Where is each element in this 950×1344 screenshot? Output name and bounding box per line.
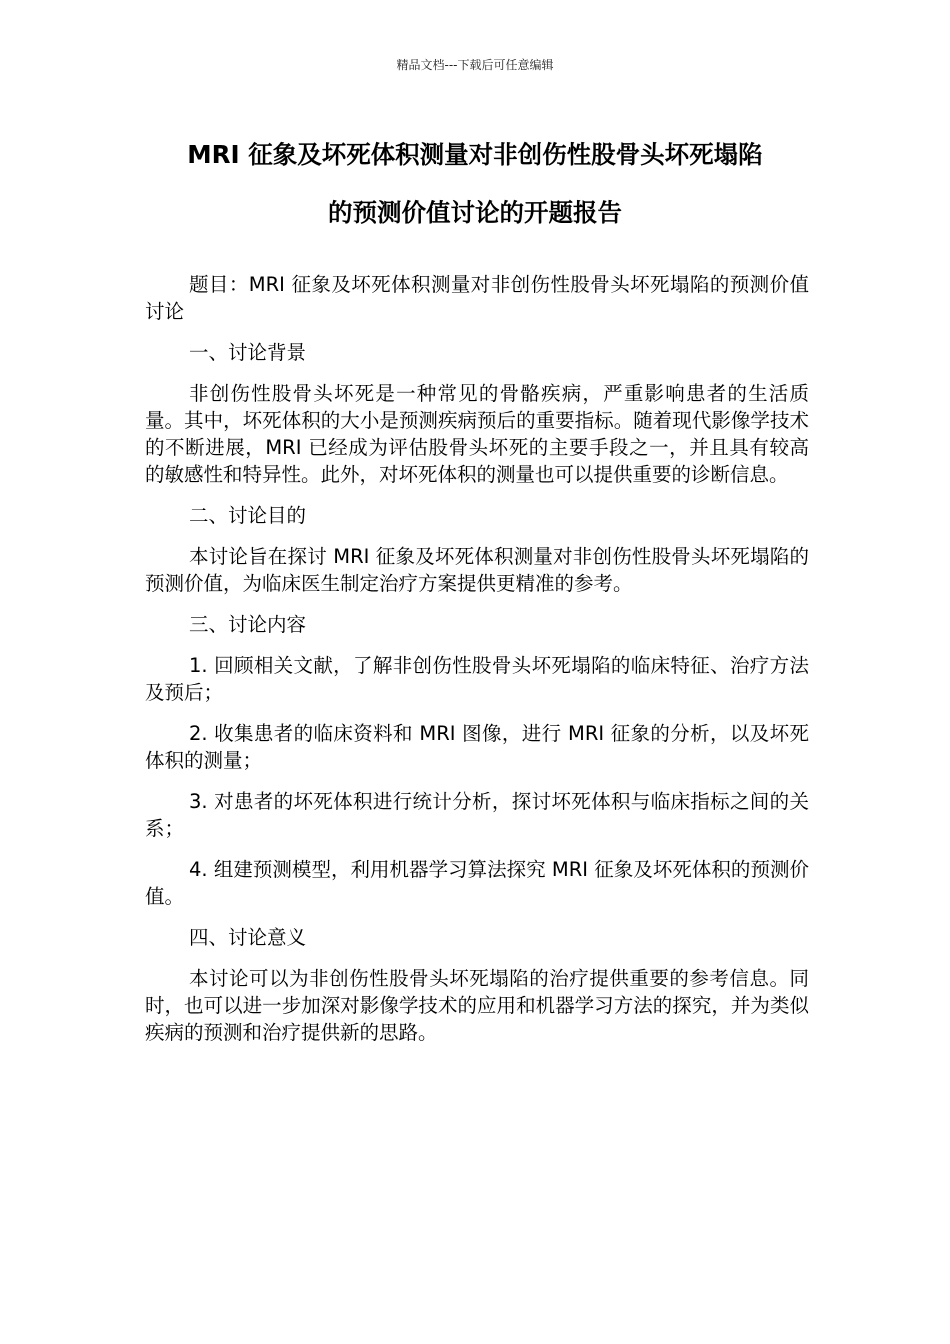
content-item-4: 4. 组建预测模型，利用机器学习算法探究 MRI 征象及坏死体积的预测价值。	[145, 858, 809, 908]
title-line-2: 的预测价值讨论的开题报告	[328, 198, 622, 227]
content-item-3: 3. 对患者的坏死体积进行统计分析，探讨坏死体积与临床指标之间的关系；	[145, 790, 809, 840]
section-heading-purpose: 二、讨论目的	[189, 504, 307, 527]
section-heading-background: 一、讨论背景	[189, 341, 307, 364]
purpose-paragraph: 本讨论旨在探讨 MRI 征象及坏死体积测量对非创伤性股骨头坏死塌陷的预测价值，为临床医生制定治疗方案提供更精准的参考。	[145, 545, 809, 595]
document-title	[130, 126, 820, 242]
significance-paragraph: 本讨论可以为非创伤性股骨头坏死塌陷的治疗提供重要的参考信息。同时，也可以进一步加深对影像学技术的应用和机器学习方法的探究，并为类似疾病的预测和治疗提供新的思路。	[145, 967, 809, 1044]
title-line-1: MRI 征象及坏死体积测量对非创伤性股骨头坏死塌陷	[187, 140, 763, 169]
section-heading-content: 三、讨论内容	[189, 613, 307, 636]
document-body	[145, 271, 809, 1060]
page-header-watermark: 精品文档---下载后可任意编辑	[396, 58, 554, 72]
background-paragraph: 非创伤性股骨头坏死是一种常见的骨骼疾病，严重影响患者的生活质量。其中，坏死体积的大小是预测疾病预后的重要指标。随着现代影像学技术的不断进展，MRI 已经成为评估股骨头坏死的主要手段之一，并且具有较高的敏感性和特异性。此外，对坏死体积的测量也可以提供重要的诊断信息。	[145, 382, 809, 486]
section-heading-significance: 四、讨论意义	[189, 926, 307, 949]
content-item-1: 1. 回顾相关文献，了解非创伤性股骨头坏死塌陷的临床特征、治疗方法及预后；	[145, 654, 809, 704]
topic-paragraph: 题目：MRI 征象及坏死体积测量对非创伤性股骨头坏死塌陷的预测价值讨论	[145, 273, 809, 323]
content-item-2: 2. 收集患者的临床资料和 MRI 图像，进行 MRI 征象的分析，以及坏死体积的测量；	[145, 722, 809, 772]
